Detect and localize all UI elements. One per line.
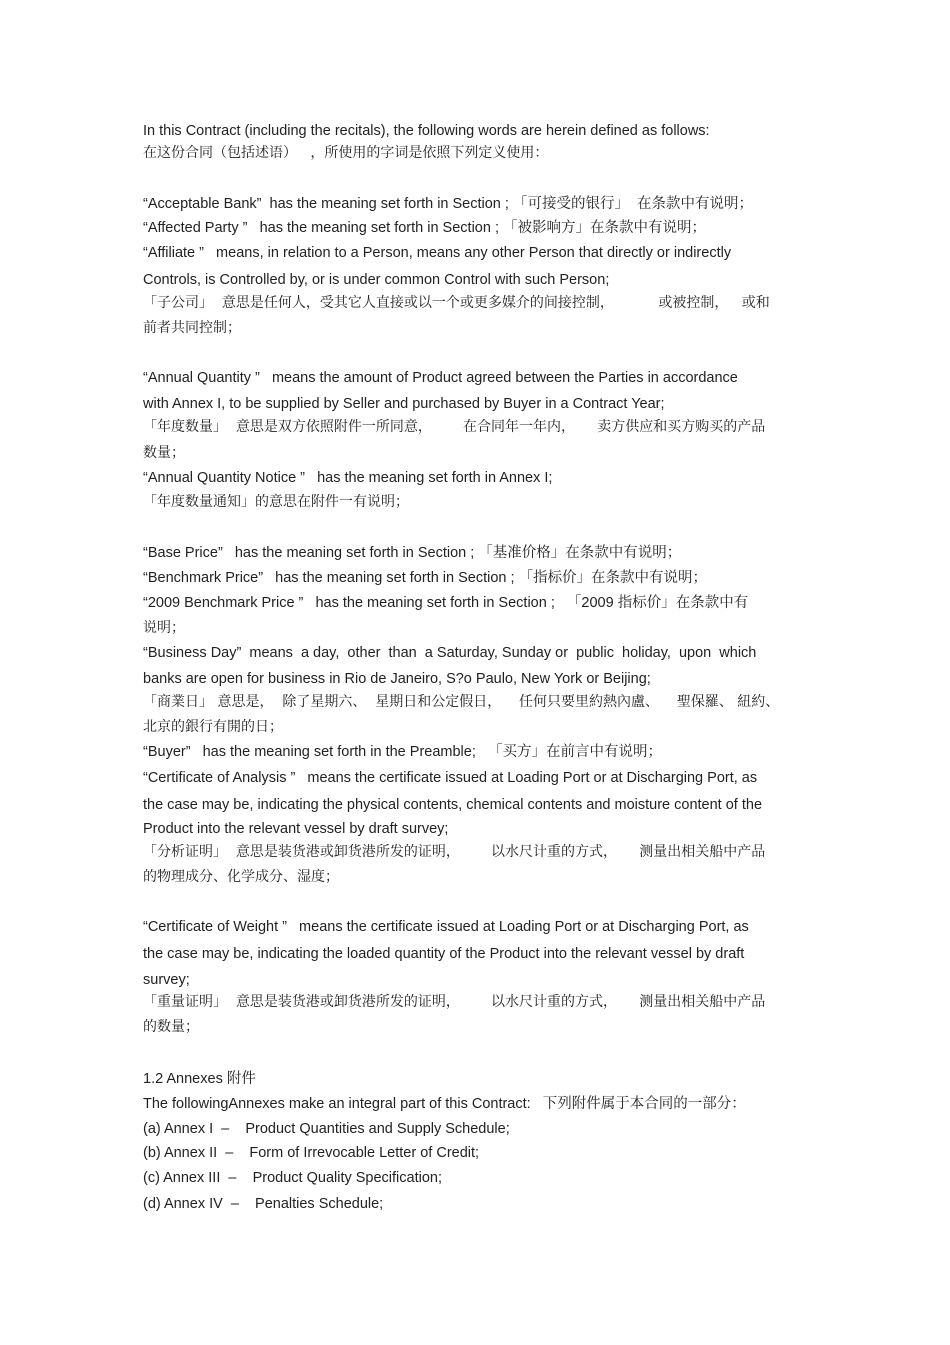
definition-2009-benchmark-price: “2009 Benchmark Price ” has the meaning set forth in Section ; 「2009 指标价」在条款中有 (143, 595, 749, 611)
definition-business-day-zh: 「商業日」 意思是， 除了星期六、 星期日和公定假日， 任何只要里約熱內盧、 聖保羅、 紐約、 (143, 694, 780, 710)
definition-certificate-of-analysis-en-cont2: Product into the relevant vessel by draft survey; (143, 821, 449, 837)
annex-item-d: (d) Annex IV – Penalties Schedule; (143, 1196, 384, 1212)
definition-annual-quantity-notice-en: “Annual Quantity Notice ” has the meaning set forth in Annex I; (143, 470, 553, 486)
definition-business-day-zh-cont: 北京的銀行有開的日； (143, 719, 283, 735)
definition-acceptable-bank: “Acceptable Bank” has the meaning set forth in Section ; 「可接受的银行」 在条款中有说明； (143, 196, 754, 212)
definition-certificate-of-analysis-zh-cont: 的物理成分、化学成分、湿度； (143, 869, 339, 885)
definition-certificate-of-weight-en: “Certificate of Weight ” means the certificate issued at Loading Port or at Discharging Port, as (143, 919, 749, 935)
definition-certificate-of-analysis-en: “Certificate of Analysis ” means the certificate issued at Loading Port or at Discharging Port, as (143, 770, 758, 786)
intro-line-en: In this Contract (including the recitals), the following words are herein defined as follows: (143, 123, 710, 139)
annex-item-b: (b) Annex II – Form of Irrevocable Letter of Credit; (143, 1145, 480, 1161)
definition-certificate-of-weight-en-cont: the case may be, indicating the loaded quantity of the Product into the relevant vessel by draft (143, 946, 745, 962)
definition-affiliate-en-cont: Controls, is Controlled by, or is under common Control with such Person; (143, 272, 610, 288)
definition-annual-quantity-en: “Annual Quantity ” means the amount of Product agreed between the Parties in accordance (143, 370, 738, 386)
annex-item-c: (c) Annex III – Product Quality Specification; (143, 1170, 442, 1186)
definition-affiliate-zh: 「子公司」 意思是任何人，受其它人直接或以一个或更多媒介的间接控制， 或被控制， 或和 (143, 295, 770, 311)
section-heading-annexes: 1.2 Annexes 附件 (143, 1071, 256, 1087)
definition-certificate-of-weight-en-cont2: survey; (143, 972, 190, 988)
definition-certificate-of-analysis-en-cont: the case may be, indicating the physical contents, chemical contents and moisture content of the (143, 797, 763, 813)
definition-business-day-en: “Business Day” means a day, other than a Saturday, Sunday or public holiday, upon which (143, 645, 757, 661)
definition-affiliate-en: “Affiliate ” means, in relation to a Person, means any other Person that directly or indirectly (143, 245, 732, 261)
definition-2009-benchmark-price-cont: 说明； (143, 620, 185, 636)
definition-base-price: “Base Price” has the meaning set forth in Section ; 「基准价格」在条款中有说明； (143, 545, 682, 561)
definition-business-day-en-cont: banks are open for business in Rio de Janeiro, S?o Paulo, New York or Beijing; (143, 671, 651, 687)
annex-item-a: (a) Annex I – Product Quantities and Supply Schedule; (143, 1121, 510, 1137)
intro-line-zh: 在这份合同（包括述语） ，所使用的字词是依照下列定义使用： (143, 145, 549, 161)
definition-annual-quantity-zh-cont: 数量； (143, 445, 185, 461)
annexes-intro: The followingAnnexes make an integral part of this Contract: 下列附件属于本合同的一部分： (143, 1096, 746, 1112)
definition-annual-quantity-en-cont: with Annex I, to be supplied by Seller and purchased by Buyer in a Contract Year; (143, 396, 665, 412)
definition-certificate-of-analysis-zh: 「分析证明」 意思是装货港或卸货港所发的证明， 以水尺计重的方式， 测量出相关船中产品 (143, 844, 766, 860)
definition-buyer: “Buyer” has the meaning set forth in the Preamble; 「买方」在前言中有说明； (143, 744, 662, 760)
definition-benchmark-price: “Benchmark Price” has the meaning set forth in Section ; 「指标价」在条款中有说明； (143, 570, 708, 586)
definition-annual-quantity-notice-zh: 「年度数量通知」的意思在附件一有说明； (143, 494, 409, 510)
definition-affiliate-zh-cont: 前者共同控制； (143, 320, 241, 336)
definition-certificate-of-weight-zh: 「重量证明」 意思是装货港或卸货港所发的证明， 以水尺计重的方式， 测量出相关船中产品 (143, 994, 766, 1010)
definition-certificate-of-weight-zh-cont: 的数量； (143, 1019, 199, 1035)
definition-affected-party: “Affected Party ” has the meaning set forth in Section ; 「被影响方」在条款中有说明； (143, 220, 706, 236)
definition-annual-quantity-zh: 「年度数量」 意思是双方依照附件一所同意， 在合同年一年内， 卖方供应和买方购买的产品 (143, 419, 766, 435)
